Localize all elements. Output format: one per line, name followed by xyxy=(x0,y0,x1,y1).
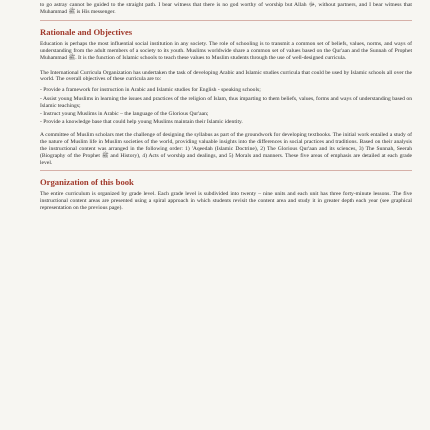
objective-item: - Provide a framework for instruction in Arabic and Islamic studies for English - speaking schools; xyxy=(40,87,261,94)
objective-item: - Provide a knowledge base that could help young Muslims maintain their Islamic identity. xyxy=(40,119,243,126)
rationale-paragraph-3: A committee of Muslim scholars met the challenge of designing the syllabus as part of the groundwork for developing textbooks. The initial work entailed a study of the nature of Muslim life in Muslim societies of the world, providing valuable insights into the differences in social practices and traditions. Based on their analysis the instructional content was arranged in the following order: 1) 'Aqeedah (Islamic Doctrine), 2) The Glorious Qur'aan and its sciences, 3) The Sunnah, Seerah (Biography of the Prophet ﷺ and History), 4) Acts of worship and dealings, and 5) Morals and manners. These five areas of emphasis are detailed at each grade level. xyxy=(40,131,412,166)
section-divider xyxy=(40,20,412,21)
objective-item: - Instruct young Muslims in Arabic – the language of the Glorious Qur'aan; xyxy=(40,111,209,118)
organization-heading: Organization of this book xyxy=(40,177,134,188)
rationale-heading: Rationale and Objectives xyxy=(40,26,133,37)
objective-item: - Assist young Muslims in learning the issues and practices of the religion of Islam, thus imparting to them beliefs, values, forms and ways of understanding based on Islamic teachings; xyxy=(40,95,412,109)
rationale-paragraph-2: The International Curricula Organization has undertaken the task of developing Arabic and Islamic studies curricula that could be used by Islamic schools all over the world. The overall objectives of these curricula are to: xyxy=(40,69,412,83)
section-divider xyxy=(40,170,412,171)
rationale-paragraph-1: Education is perhaps the most influential social institution in any society. The role of schooling is to transmit a common set of beliefs, values, norms, and ways of understanding from the adult members of a society to its youth. Muslims worldwide share a common set of values based on the Qur'aan and the Sunnah of Prophet Muhammad ﷺ. It is the function of Islamic schools to teach these values to Muslim students through the use of well-designed curricula. xyxy=(40,40,412,61)
organization-paragraph-1: The entire curriculum is organized by grade level. Each grade level is subdivided into twenty – nine units and each unit has three forty-minute lessons. The five instructional content areas are presented using a spiral approach in which students revisit the content area and study it in greater depth each year (see graphical representation on the previous page). xyxy=(40,191,412,212)
intro-paragraph: to go astray cannot be guided to the straight path. I bear witness that there is no god worthy of worship but Allah ﷻ, without partners, and I bear witness that Muhammad ﷺ is His messenger. xyxy=(40,2,412,15)
text-column xyxy=(40,2,412,216)
